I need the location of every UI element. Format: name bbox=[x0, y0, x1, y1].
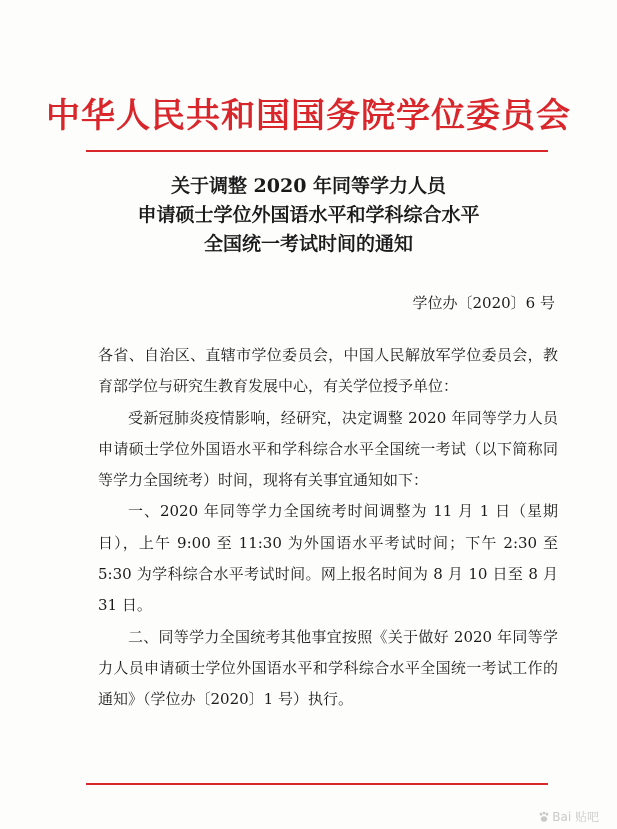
document-number: 学位办〔2020〕6 号 bbox=[412, 294, 555, 312]
masthead-organization: 中华人民共和国国务院学位委员会 bbox=[46, 96, 571, 136]
notice-title-line-2: 申请硕士学位外国语水平和学科综合水平 bbox=[137, 204, 480, 226]
body-paragraph: 二、同等学力全国统考其他事宜按照《关于做好 2020 年同等学力人员申请硕士学位外国语水平和学科综合水平全国统一考试工作的通知》（学位办〔2020〕1 号）执行。 bbox=[98, 627, 558, 709]
notice-title-line-1: 关于调整 2020 年同等学力人员 bbox=[170, 175, 447, 197]
salutation: 各省、自治区、直辖市学位委员会，中国人民解放军学位委员会，教育部学位与研究生教育发展中心，有关学位授予单位： bbox=[98, 346, 558, 396]
watermark-text: Bai 贴吧 bbox=[552, 810, 599, 824]
watermark bbox=[538, 808, 599, 825]
body-paragraph: 受新冠肺炎疫情影响，经研究，决定调整 2020 年同等学力人员申请硕士学位外国语水平和学科综合水平全国统一考试（以下简称同等学力全国统考）时间，现将有关事宜通知如下： bbox=[98, 408, 558, 490]
masthead-red-rule bbox=[86, 150, 548, 152]
footer-red-rule bbox=[86, 783, 548, 785]
baidu-paw-icon bbox=[538, 811, 550, 823]
notice-body bbox=[98, 340, 558, 716]
notice-title bbox=[0, 172, 617, 259]
notice-title-line-3: 全国统一考试时间的通知 bbox=[203, 233, 413, 255]
body-paragraph: 一、2020 年同等学力全国统考时间调整为 11 月 1 日（星期日），上午 9:00 至 11:30 为外国语水平考试时间；下午 2:30 至 5:30 为学科综合水平考试时间。网上报名时间为 8 月 10 日至 8 月 31 日。 bbox=[98, 502, 558, 615]
